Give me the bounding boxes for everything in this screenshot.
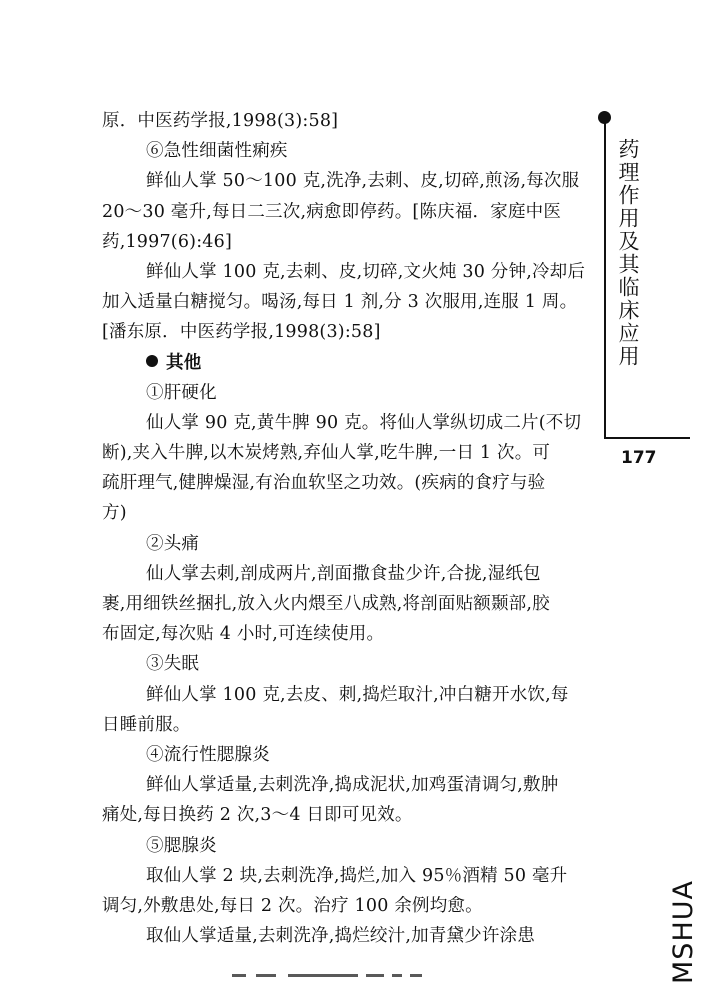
watermark: MSHUA <box>668 880 699 984</box>
text-line: 断),夹入牛脾,以木炭烤熟,弃仙人掌,吃牛脾,一日 1 次。可 <box>102 443 551 464</box>
text-line: 取仙人掌适量,去刺洗净,捣烂绞汁,加青黛少许涂患 <box>146 926 535 947</box>
text-line: 仙人掌去刺,剖成两片,剖面撒食盐少许,合拢,湿纸包 <box>146 563 541 584</box>
text-line: 药,1997(6):46] <box>102 231 232 252</box>
text-line: 鲜仙人掌 100 克,去皮、刺,捣烂取汁,冲白糖开水饮,每 <box>146 684 569 705</box>
section-heading: ⑥急性细菌性痢疾 <box>146 141 288 162</box>
text-line: 方) <box>102 503 127 524</box>
section-heading: ③失眠 <box>146 654 200 675</box>
subsection-heading-text: 其他 <box>166 352 202 373</box>
cut-off-text-line <box>232 970 432 982</box>
text-line: 鲜仙人掌适量,去刺洗净,捣成泥状,加鸡蛋清调匀,敷肿 <box>146 775 559 796</box>
margin-horizontal-rule <box>604 437 690 439</box>
page-number: 177 <box>621 448 657 468</box>
section-heading: ⑤腮腺炎 <box>146 835 217 856</box>
subsection-heading <box>102 348 602 378</box>
text-line: 加入适量白糖搅匀。喝汤,每日 1 剂,分 3 次服用,连服 1 周。 <box>102 292 578 313</box>
margin-vertical-rule <box>604 118 606 438</box>
text-line: 仙人掌 90 克,黄牛脾 90 克。将仙人掌纵切成二片(不切 <box>146 412 582 433</box>
text-line: 取仙人掌 2 块,去刺洗净,捣烂,加入 95％酒精 50 毫升 <box>146 865 568 886</box>
section-heading: ④流行性腮腺炎 <box>146 744 270 765</box>
text-line: 疏肝理气,健脾燥湿,有治血软坚之功效。(疾病的食疗与验 <box>102 473 546 494</box>
section-heading: ②头痛 <box>146 533 200 554</box>
bullet-icon <box>146 355 158 367</box>
body-text <box>102 106 602 951</box>
section-heading: ①肝硬化 <box>146 382 217 403</box>
text-line: 调匀,外敷患处,每日 2 次。治疗 100 余例均愈。 <box>102 895 483 916</box>
text-line: 20～30 毫升,每日二三次,病愈即停药。[陈庆福．家庭中医 <box>102 201 562 222</box>
running-title: 药理作用及其临床应用 <box>616 138 640 368</box>
text-line: 原．中医药学报,1998(3):58] <box>102 111 339 131</box>
text-line: [潘东原．中医药学报,1998(3):58] <box>102 322 381 343</box>
text-line: 鲜仙人掌 100 克,去刺、皮,切碎,文火炖 30 分钟,冷却后 <box>146 261 586 282</box>
text-line: 痛处,每日换药 2 次,3～4 日即可见效。 <box>102 805 413 826</box>
text-line: 裹,用细铁丝捆扎,放入火内煨至八成熟,将剖面贴额颞部,胶 <box>102 594 550 614</box>
text-line: 鲜仙人掌 50～100 克,洗净,去刺、皮,切碎,煎汤,每次服 <box>146 171 580 192</box>
text-line: 布固定,每次贴 4 小时,可连续使用。 <box>102 624 385 645</box>
text-line: 日睡前服。 <box>102 714 191 735</box>
